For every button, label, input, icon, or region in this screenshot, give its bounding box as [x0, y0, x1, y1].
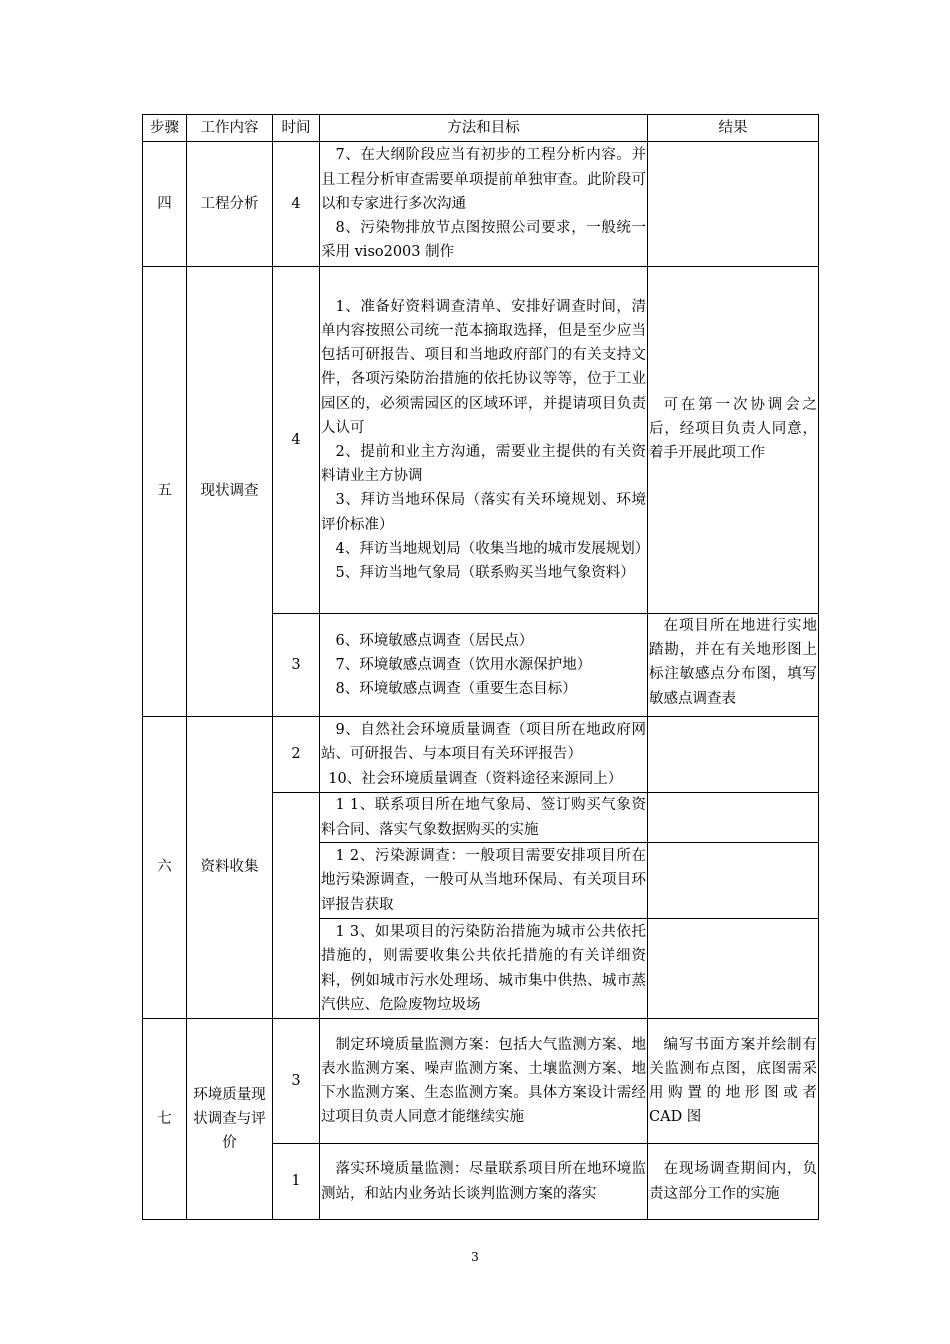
- result-text: 可在第一次协调会之后，经项目负责人同意，着手开展此项工作: [649, 397, 817, 462]
- header-time: 时间: [273, 115, 320, 142]
- method-item: 8、污染物排放节点图按照公司要求，一般统一采用 viso2003 制作: [321, 220, 646, 261]
- result-text: 编写书面方案并绘制有关监测布点图，底图需采用购置的地形图或者 CAD 图: [649, 1036, 817, 1126]
- method-item: 1 1、联系项目所在地气象局、签订购买气象资料合同、落实气象数据购买的实施: [321, 797, 646, 838]
- step-cell: 五: [143, 267, 187, 717]
- result-text: 在项目所在地进行实地踏勘，并在有关地形图上标注敏感点分布图，填写敏感点调查表: [649, 618, 817, 707]
- time-cell: 3: [273, 1019, 320, 1144]
- methods-cell: [320, 267, 648, 614]
- method-item: 1 2、污染源调查：一般项目需要安排项目所在地污染源调查，一般可从当地环保局、有关项目环评报告获取: [321, 848, 646, 913]
- method-item: 制定环境质量监测方案：包括大气监测方案、地表水监测方案、噪声监测方案、土壤监测方案、地下水监测方案、生态监测方案。具体方案设计需经过项目负责人同意才能继续实施: [321, 1036, 646, 1126]
- method-item: 6、环境敏感点调查（居民点）: [335, 632, 534, 649]
- page-number: 3: [471, 1250, 479, 1264]
- methods-cell: [320, 1144, 648, 1220]
- table-row: [143, 267, 819, 614]
- method-item: 7、环境敏感点调查（饮用水源保护地）: [335, 656, 592, 673]
- time-cell: 4: [273, 267, 320, 614]
- methods-cell: [320, 614, 648, 717]
- methods-cell: [320, 1019, 648, 1144]
- step-cell: 七: [143, 1019, 187, 1220]
- time-cell: 4: [273, 142, 320, 267]
- time-cell: 1: [273, 1144, 320, 1220]
- method-item: 8、环境敏感点调查（重要生态目标）: [335, 681, 577, 698]
- result-cell: [648, 919, 819, 1019]
- methods-cell: [320, 843, 648, 919]
- work-plan-table: [142, 114, 819, 1220]
- time-cell: 2: [273, 717, 320, 793]
- time-cell: 3: [273, 614, 320, 717]
- header-methods: 方法和目标: [320, 115, 648, 142]
- method-item: 3、拜访当地环保局（落实有关环境规划、环境评价标准）: [321, 492, 646, 533]
- header-result: 结果: [648, 115, 819, 142]
- methods-cell: [320, 717, 648, 793]
- result-text: 在现场调查期间内，负责这部分工作的实施: [649, 1161, 817, 1202]
- task-cell: 工程分析: [187, 142, 273, 267]
- result-cell: [648, 267, 819, 614]
- table-header-row: [143, 115, 819, 142]
- result-cell: [648, 142, 819, 267]
- time-cell: [273, 793, 320, 1019]
- result-cell: [648, 1019, 819, 1144]
- result-cell: [648, 1144, 819, 1220]
- task-cell: 现状调查: [187, 267, 273, 717]
- result-cell: [648, 793, 819, 843]
- method-item: 9、自然社会环境质量调查（项目所在地政府网站、可研报告、与本项目有关环评报告）: [321, 722, 646, 763]
- method-item: 1 3、如果项目的污染防治措施为城市公共依托措施的，则需要收集公共依托措施的有关详细资料，例如城市污水处理场、城市集中供热、城市蒸汽供应、危险废物垃圾场: [321, 924, 646, 1013]
- table-row: [143, 1019, 819, 1144]
- table-row: [143, 717, 819, 793]
- result-cell: [648, 717, 819, 793]
- methods-cell: [320, 919, 648, 1019]
- step-cell: 四: [143, 142, 187, 267]
- step-cell: 六: [143, 717, 187, 1019]
- method-item: 5、拜访当地气象局（联系购买当地气象资料）: [335, 565, 635, 582]
- method-item: 4、拜访当地规划局（收集当地的城市发展规划）: [335, 540, 650, 557]
- method-item: 10、社会环境质量调查（资料途径来源同上）: [328, 770, 623, 787]
- header-task: 工作内容: [187, 115, 273, 142]
- task-cell: 环境质量现状调查与评价: [187, 1019, 273, 1220]
- method-item: 落实环境质量监测：尽量联系项目所在地环境监测站，和站内业务站长谈判监测方案的落实: [321, 1161, 646, 1202]
- methods-cell: [320, 142, 648, 267]
- method-item: 1、准备好资料调查清单、安排好调查时间，清单内容按照公司统一范本摘取选择，但是至少应当包括可研报告、项目和当地政府部门的有关支持文件，各项污染防治措施的依托协议等等，位于工业园区的，必须需园区的区域环评，并提请项目负责人认可: [321, 298, 646, 436]
- result-cell: [648, 614, 819, 717]
- task-cell: 资料收集: [187, 717, 273, 1019]
- method-item: 2、提前和业主方沟通，需要业主提供的有关资料请业主方协调: [321, 444, 646, 485]
- methods-cell: [320, 793, 648, 843]
- table-row: [143, 142, 819, 267]
- method-item: 7、在大纲阶段应当有初步的工程分析内容。并且工程分析审查需要单项提前单独审查。此阶段可以和专家进行多次沟通: [321, 147, 646, 212]
- header-step: 步骤: [143, 115, 187, 142]
- result-cell: [648, 843, 819, 919]
